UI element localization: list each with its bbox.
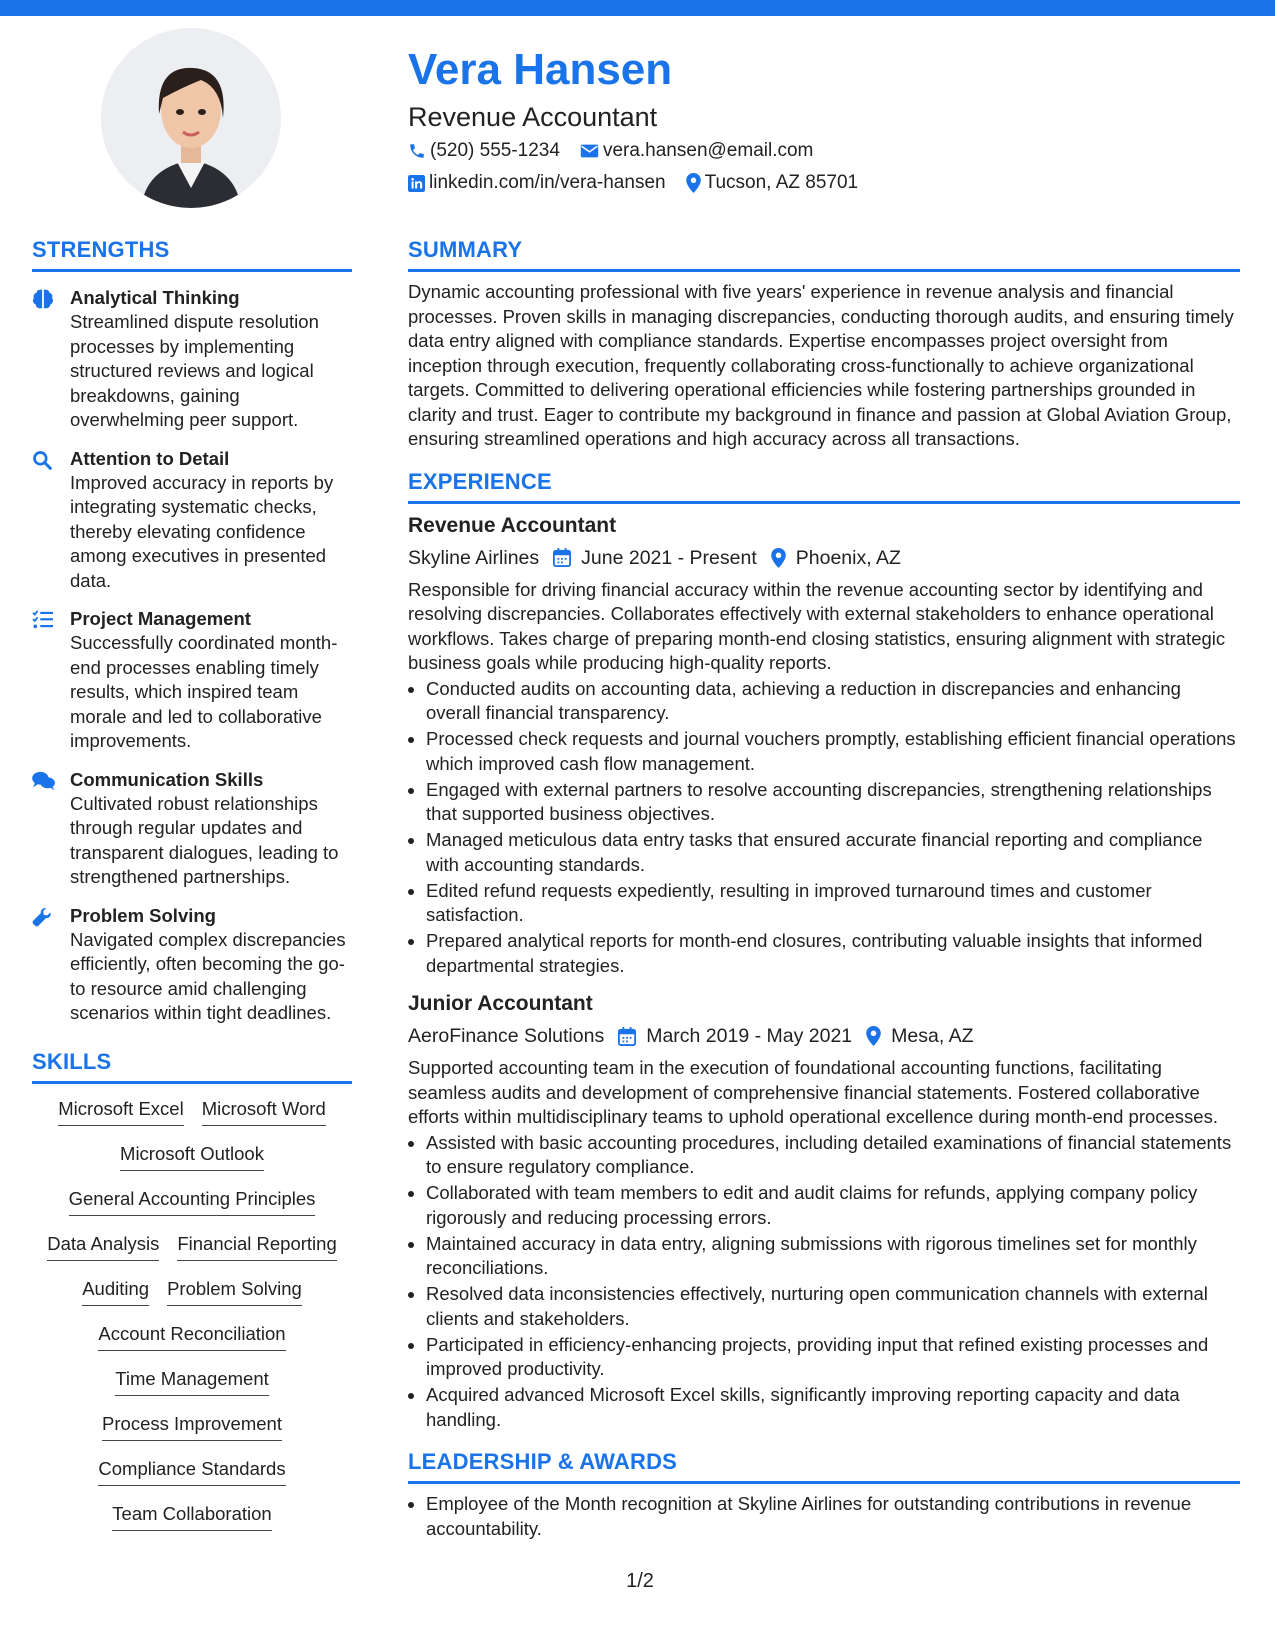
leadership-bullets — [408, 1492, 1240, 1541]
strength-item — [32, 904, 352, 1026]
right-column — [408, 236, 1240, 1543]
skill-tag: Data Analysis — [47, 1231, 159, 1261]
profile-photo — [101, 28, 281, 208]
bullet-item: • Prepared analytical reports for month-end closures, contributing valuable insights that informed departmental strategies. — [426, 929, 1240, 978]
contact-row-2 — [408, 168, 1228, 198]
map-pin-icon — [771, 548, 786, 568]
location-contact — [686, 168, 859, 198]
skill-tag: General Accounting Principles — [69, 1186, 316, 1216]
resume-header — [408, 40, 1228, 198]
leadership-heading: LEADERSHIP & AWARDS — [408, 1448, 1240, 1484]
candidate-title: Revenue Accountant — [408, 102, 658, 132]
skill-tag: Microsoft Word — [202, 1096, 326, 1126]
job-dates: March 2019 - May 2021 — [646, 1025, 853, 1047]
page-number: 1/2 — [626, 1570, 654, 1592]
envelope-icon — [580, 143, 599, 159]
job-location: Phoenix, AZ — [795, 546, 901, 569]
bullet-item: • Acquired advanced Microsoft Excel skills, significantly improving reporting capacity and data handling. — [426, 1383, 1240, 1432]
linkedin-text: linkedin.com/in/vera-hansen — [429, 172, 666, 193]
skill-row — [32, 1276, 352, 1321]
strength-item — [32, 447, 352, 594]
bullet-item: • Assisted with basic accounting procedures, including detailed examinations of financial statements to ensure regulatory compliance. — [426, 1131, 1240, 1180]
map-pin-icon — [866, 1026, 881, 1046]
skill-tag: Process Improvement — [102, 1411, 282, 1441]
skill-tag: Account Reconciliation — [98, 1321, 285, 1351]
skill-tag: Financial Reporting — [177, 1231, 336, 1261]
job-description: Supported accounting team in the execution of foundational accounting functions, facilitating seamless audits and development of comprehensive financial statements. Fostered collaborative efforts within multidisciplinary teams to uphold operational excellence during month-end processes. — [408, 1057, 1218, 1127]
phone-icon — [408, 142, 426, 160]
strengths-heading: STRENGTHS — [32, 236, 352, 272]
contact-row-1 — [408, 136, 1228, 166]
strength-title: Analytical Thinking — [70, 287, 240, 308]
bullet-item: • Engaged with external partners to resolve accounting discrepancies, strengthening relationships that supported business objectives. — [426, 778, 1240, 827]
skill-tag: Team Collaboration — [112, 1501, 271, 1531]
search-icon — [32, 450, 52, 470]
wrench-icon — [32, 907, 52, 927]
job-meta — [408, 1020, 1240, 1052]
bullet-item: • Employee of the Month recognition at Skyline Airlines for outstanding contributions in revenue accountability. — [426, 1492, 1240, 1541]
summary-heading: SUMMARY — [408, 236, 1240, 272]
strength-item — [32, 607, 352, 754]
job-bullets — [408, 1131, 1240, 1433]
linkedin-contact[interactable] — [408, 168, 666, 198]
bullet-item: • Edited refund requests expediently, resulting in improved turnaround times and customer satisfaction. — [426, 879, 1240, 928]
skill-row — [32, 1456, 352, 1501]
strength-desc: Cultivated robust relationships through regular updates and transparent dialogues, leading to strengthened partnerships. — [70, 792, 339, 887]
top-accent-bar — [0, 0, 1275, 16]
bullet-item: • Managed meticulous data entry tasks that ensured accurate financial reporting and compliance with accounting standards. — [426, 828, 1240, 877]
skill-row — [32, 1186, 352, 1231]
skill-row — [32, 1366, 352, 1411]
chat-bubbles-icon — [32, 771, 56, 791]
skill-row — [32, 1096, 352, 1141]
bullet-item: • Collaborated with team members to edit and audit claims for refunds, applying company policy rigorously and reducing processing errors. — [426, 1181, 1240, 1230]
job-dates: June 2021 - Present — [581, 546, 757, 569]
strength-title: Project Management — [70, 608, 251, 629]
brain-icon — [32, 289, 54, 309]
skill-row — [32, 1411, 352, 1456]
skill-row — [32, 1231, 352, 1276]
strength-desc: Streamlined dispute resolution processes by implementing structured reviews and logical breakdowns, gaining overwhelming peer support. — [70, 311, 319, 430]
skills-heading: SKILLS — [32, 1048, 352, 1084]
job-meta — [408, 542, 1240, 574]
strength-title: Communication Skills — [70, 768, 264, 790]
skill-tag: Time Management — [115, 1366, 269, 1396]
skill-tag: Problem Solving — [167, 1276, 302, 1306]
map-pin-icon — [686, 173, 701, 193]
bullet-item: • Processed check requests and journal vouchers promptly, establishing efficient financial operations which improved cash flow management. — [426, 727, 1240, 776]
strength-item — [32, 768, 352, 890]
skill-row — [32, 1141, 352, 1186]
strength-desc: Navigated complex discrepancies efficiently, often becoming the go-to resource amid challenging scenarios within tight deadlines. — [70, 928, 346, 1023]
email-contact[interactable] — [580, 136, 813, 166]
skill-row — [32, 1501, 352, 1546]
strength-desc: Successfully coordinated month-end processes enabling timely results, which inspired team morale and led to collaborative improvements. — [70, 632, 338, 751]
bullet-item: • Conducted audits on accounting data, achieving a reduction in discrepancies and enhancing overall financial transparency. — [426, 677, 1240, 726]
bullet-item: • Participated in efficiency-enhancing projects, providing input that refined existing processes and improved productivity. — [426, 1333, 1240, 1382]
calendar-icon — [618, 1027, 636, 1046]
location-text: Tucson, AZ 85701 — [704, 172, 859, 193]
company-name: Skyline Airlines — [408, 546, 540, 569]
left-column — [32, 236, 352, 1546]
job-location: Mesa, AZ — [891, 1025, 974, 1047]
bullet-item: • Maintained accuracy in data entry, aligning submissions with rigorous timelines set for monthly reconciliations. — [426, 1232, 1240, 1281]
candidate-name: Vera Hansen — [408, 45, 673, 94]
job-title: Junior Accountant — [408, 992, 593, 1015]
skill-tag: Microsoft Excel — [58, 1096, 183, 1126]
skills-list — [32, 1096, 352, 1546]
skill-tag: Microsoft Outlook — [120, 1141, 264, 1171]
job-title: Revenue Accountant — [408, 513, 617, 537]
skill-tag: Compliance Standards — [98, 1456, 285, 1486]
checklist-icon — [32, 610, 54, 630]
strength-title: Attention to Detail — [70, 447, 230, 469]
job-entry — [408, 990, 1240, 1432]
summary-text: Dynamic accounting professional with five years' experience in revenue analysis and financial processes. Proven skills in managing discrepancies, conducting thorough audits, and ensuring timely data entry aligned with compliance standards. Expertise encompasses project oversight from inception through execution, frequently collaborating cross-functionally to achieve organizational targets. Committed to delivering operational efficiencies while fostering partnerships grounded in clarity and trust. Eager to contribute my background in finance and passion at Global Aviation Group, ensuring streamlined operations and high accuracy across all transactions. — [408, 281, 1234, 449]
calendar-icon — [553, 548, 571, 567]
portrait-image — [101, 28, 281, 208]
strength-desc: Improved accuracy in reports by integrating systematic checks, thereby elevating confidence among executives in presented data. — [70, 471, 334, 591]
skill-tag: Auditing — [82, 1276, 149, 1306]
strength-title: Problem Solving — [70, 904, 216, 926]
experience-heading: EXPERIENCE — [408, 468, 1240, 504]
strength-item — [32, 286, 352, 433]
job-bullets — [408, 677, 1240, 979]
linkedin-icon — [408, 175, 425, 192]
phone-contact[interactable] — [408, 136, 560, 166]
company-name: AeroFinance Solutions — [408, 1025, 605, 1047]
skill-row — [32, 1321, 352, 1366]
job-entry — [408, 512, 1240, 979]
email-text: vera.hansen@email.com — [602, 140, 814, 161]
bullet-item: • Resolved data inconsistencies effectively, nurturing open communication channels with external clients and stakeholders. — [426, 1282, 1240, 1331]
phone-text: (520) 555-1234 — [430, 140, 560, 161]
job-description: Responsible for driving financial accuracy within the revenue accounting sector by identifying and resolving discrepancies. Collaborates effectively with external stakeholders to enhance operational workflows. Takes charge of preparing month-end closing statistics, ensuring alignment with strategic business goals while producing high-quality reports. — [408, 578, 1226, 673]
